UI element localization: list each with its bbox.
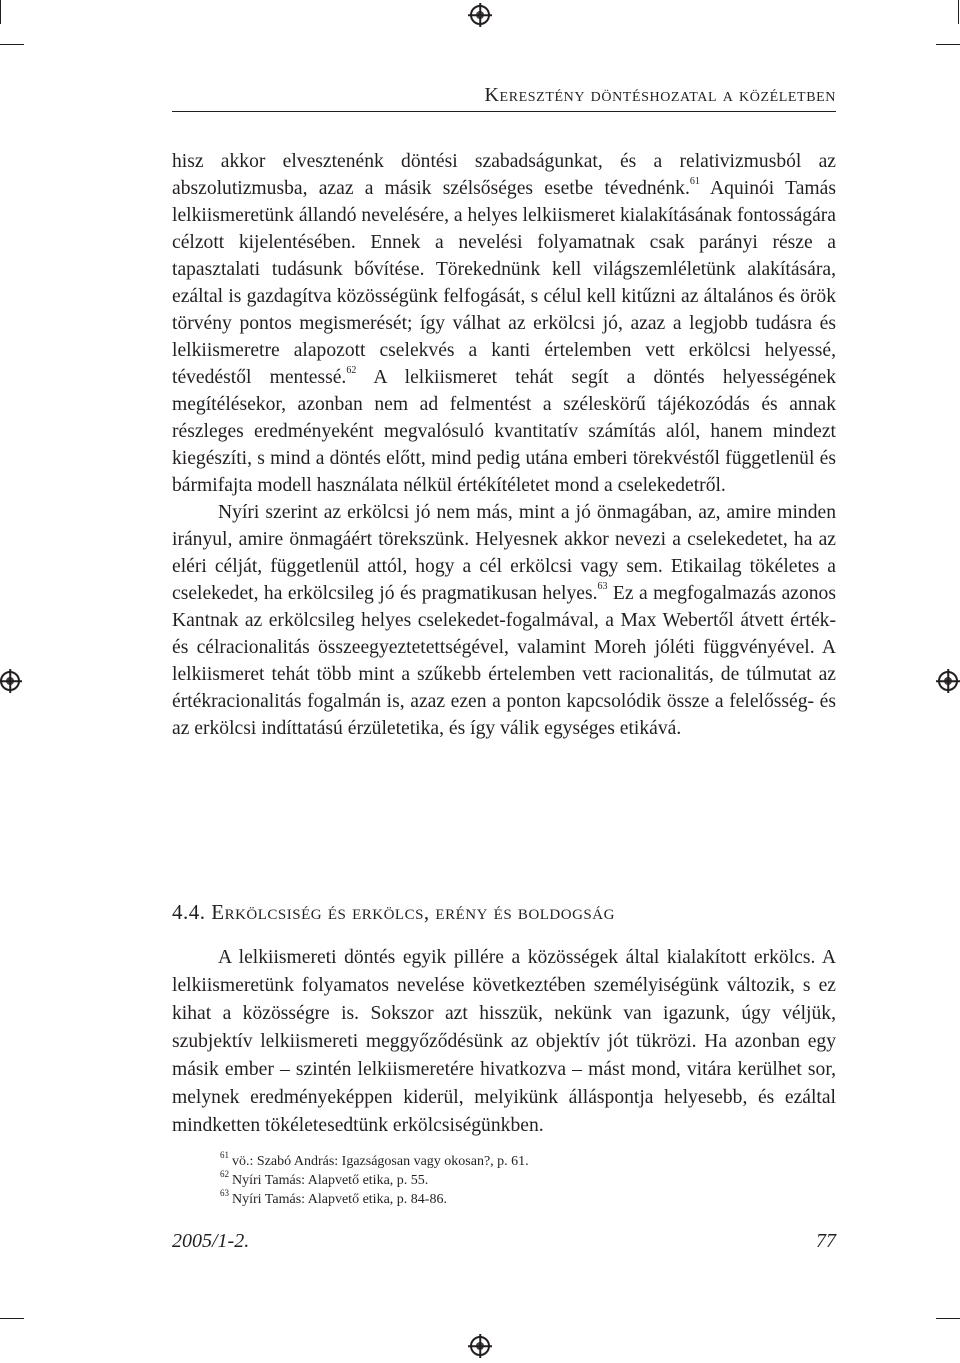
footnote-text: Nyíri Tamás: Alapvető etika, p. 84-86. — [232, 1192, 447, 1207]
footnote — [220, 1152, 836, 1171]
body-text — [172, 148, 836, 742]
paragraph-text: hisz akkor elvesztenénk döntési szabadságunkat, és a relativizmusból az abszolutizmusba, azaz a másik szélsőséges esetbe tévednénk. — [172, 151, 836, 199]
footnote-reference: 62 — [346, 365, 357, 377]
registration-mark-icon — [0, 671, 20, 691]
paragraph-text: A lelkiismeret tehát segít a döntés helyességének megítélésekor, azonban nem ad felmentést a széleskörű tájékozódás és annak részleges eredményeként megvalósuló kvantitatív számítás alól, hanem mindezt kiegészíti, s mind a döntés előtt, mind pedig utána emberi törekvéstől függetlenül és bármifajta modell használata nélkül értékítéletet mond a cselekedetről. — [172, 367, 837, 496]
paragraph-text: Ez a megfogalmazás azonos Kantnak az erkölcsileg helyes cselekedet-fogalmával, a Max Webertől átvett érték- és célracionalitás összeegyeztetettségével, valamint Moreh jóléti függvényével. A lelkiismeret tehát több mint a szűkebb értelemben vett racionalitás, de túlmutat az értékracionalitás fogalmán is, azaz ezen a ponton kapcsolódik össze a felelősség- és az erkölcsi indíttatású érzületetika, és így válik egységes etikává. — [172, 583, 836, 739]
crop-mark-top-right-v — [958, 0, 959, 24]
page-number: 77 — [816, 1230, 836, 1252]
issue-label: 2005/1-2. — [172, 1230, 250, 1252]
footnote-reference: 61 — [689, 176, 700, 188]
footnote-number: 62 — [220, 1169, 229, 1180]
body-paragraph — [172, 148, 836, 499]
body-paragraph — [172, 499, 836, 742]
section-body — [172, 944, 836, 1140]
section-title: 4.4. Erkölcsiség és erkölcs, erény és boldogság — [172, 900, 615, 924]
footnotes — [220, 1152, 836, 1209]
footnote-number: 61 — [220, 1150, 229, 1161]
footnote-number: 63 — [220, 1188, 229, 1199]
footnote-text: vö.: Szabó András: Igazságosan vagy okosan?, p. 61. — [232, 1154, 529, 1169]
footnote-text: Nyíri Tamás: Alapvető etika, p. 55. — [232, 1173, 429, 1188]
footnote — [220, 1171, 836, 1190]
section-paragraph: A lelkiismereti döntés egyik pillére a közösségek által kialakított erkölcs. A lelkiismeretünk folyamatos nevelése következtében személyiségünk változik, s ez kihat a közösségre is. Sokszor azt hisszük, nekünk van igazunk, úgy véljük, szubjektív lelkiismereti meggyőződésünk az objektív jót tükrözi. Ha azonban egy másik ember – szintén lelkiismeretére hivatkozva – mást mond, vitára kerülhet sor, melynek eredményeképpen kiderül, melyikünk álláspontja helyesebb, és ezáltal mindketten tökéletesedtünk erkölcsiségünkben. — [172, 947, 836, 1136]
paragraph-text: Aquinói Tamás lelkiismeretünk állandó nevelésére, a helyes lelkiismeret kialakításának fontosságára célzott kijelentésében. Ennek a nevelési folyamatnak csak parányi része a tapasztalati tudásunk bővítése. Törekednünk kell világszemléletünk alakítására, ezáltal is gazdagítva közösségünk felfogását, s célul kell kitűzni az általános és örök törvény pontos megismerését; így válhat az erkölcsi jó, azaz a legjobb tudásra és lelkiismeretre alapozott cselekvés a kanti értelemben vett erkölcsi helyessé, tévedéstől mentessé. — [172, 178, 836, 388]
footnote-reference: 63 — [597, 581, 608, 593]
crop-mark-top-right-h — [936, 44, 960, 45]
crop-mark-bottom-left-h — [0, 1318, 24, 1319]
registration-mark-icon — [470, 1336, 490, 1356]
crop-mark-top-left-v — [0, 0, 1, 24]
crop-mark-top-left-h — [0, 44, 24, 45]
paragraph-text: Nyíri szerint az erkölcsi jó nem más, mint a jó önmagában, az, amire minden irányul, amire önmagáért törekszünk. Helyesnek akkor nevezi a cselekedetet, ha az eléri célját, függetlenül attól, hogy a cél erkölcsi vagy sem. Etikailag tökéletes a cselekedet, ha erkölcsileg jó és pragmatikusan helyes. — [172, 502, 836, 604]
crop-mark-bottom-right-h — [936, 1318, 960, 1319]
registration-mark-icon — [470, 5, 490, 25]
header-rule — [172, 111, 836, 112]
running-head: Keresztény döntéshozatal a közéletben — [484, 84, 836, 106]
registration-mark-icon — [938, 671, 958, 691]
footnote — [220, 1190, 836, 1209]
